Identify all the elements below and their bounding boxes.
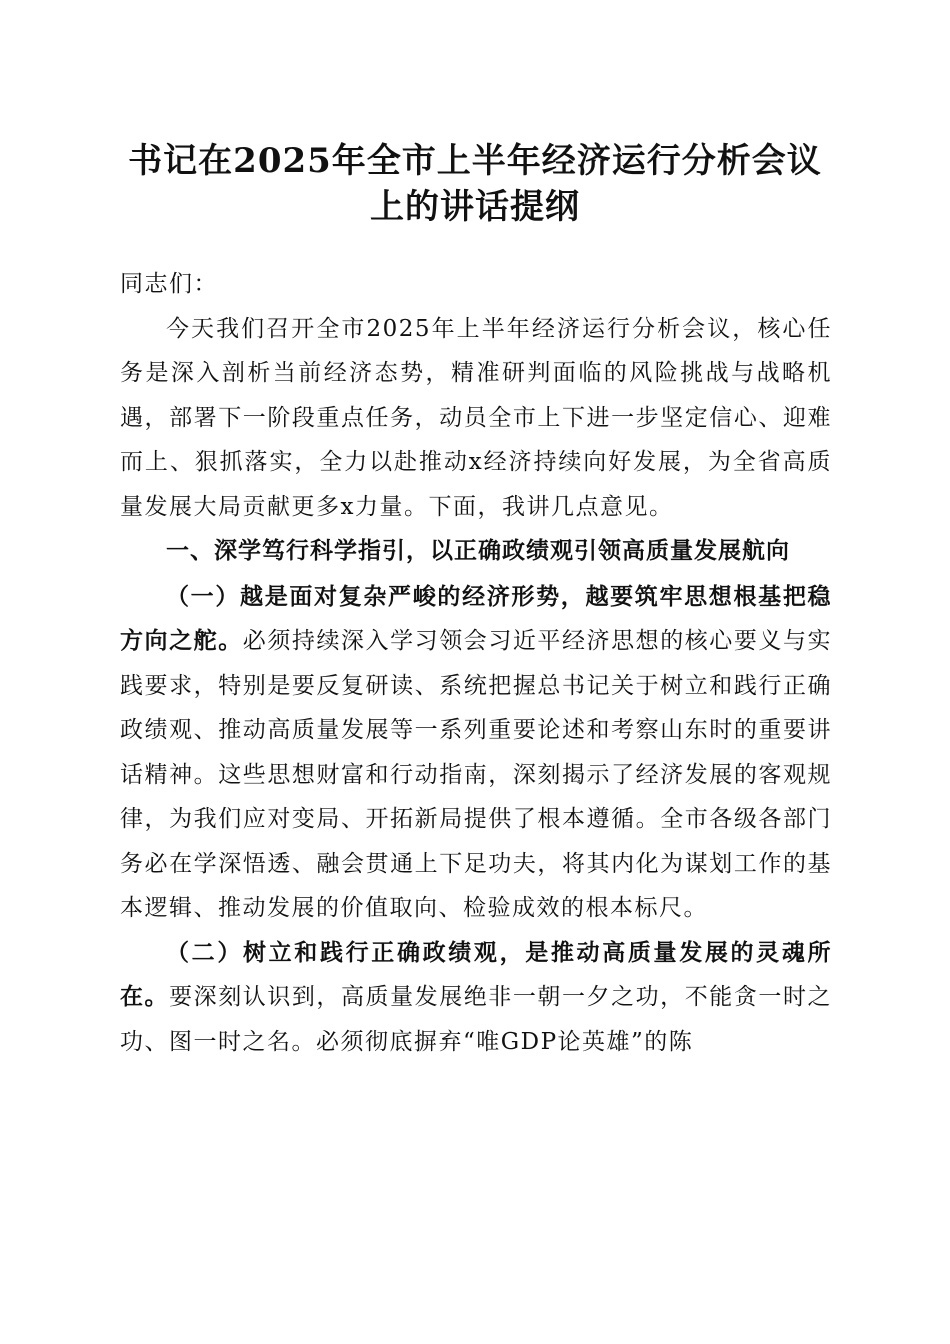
paragraph-1-body: 必须持续深入学习领会习近平经济思想的核心要义与实践要求，特别是要反复研读、系统把握总书记关于树立和践行正确政绩观、推动高质量发展等一系列重要论述和考察山东时的重要讲话精神。这些思想财富和行动指南，深刻揭示了经济发展的客观规律，为我们应对变局、开拓新局提供了根本遵循。全市各级各部门务必在学深悟透、融会贯通上下足功夫，将其内化为谋划工作的基本逻辑、推动发展的价值取向、检验成效的根本标尺。	[120, 628, 833, 921]
paragraph-1-lead: （一）越是面对复杂严峻的经济形势，越要筑牢思想根基把稳方向之舵。	[120, 582, 832, 654]
document-body	[120, 262, 832, 1064]
title-line-2: 上的讲话提纲	[370, 187, 580, 227]
title-line-1: 书记在2025年全市上半年经济运行分析会议	[128, 141, 822, 181]
greeting: 同志们：	[120, 271, 218, 297]
paragraph-1	[120, 575, 832, 931]
document-title	[100, 138, 850, 230]
paragraph-2-lead: （二）树立和践行正确政绩观，是推动高质量发展的灵魂所在。	[120, 938, 832, 1010]
paragraph-2	[120, 931, 832, 1065]
section-heading-1: 一、深学笃行科学指引，以正确政绩观引领高质量发展航向	[166, 538, 790, 564]
paragraph-2-body: 要深刻认识到，高质量发展绝非一朝一夕之功，不能贪一时之功、图一时之名。必须彻底摒弃“唯GDP论英雄”的陈	[120, 984, 833, 1055]
intro-paragraph: 今天我们召开全市2025年上半年经济运行分析会议，核心任务是深入剖析当前经济态势，精准研判面临的风险挑战与战略机遇，部署下一阶段重点任务，动员全市上下进一步坚定信心、迎难而上、狠抓落实，全力以赴推动x经济持续向好发展，为全省高质量发展大局贡献更多x力量。下面，我讲几点意见。	[120, 315, 832, 520]
